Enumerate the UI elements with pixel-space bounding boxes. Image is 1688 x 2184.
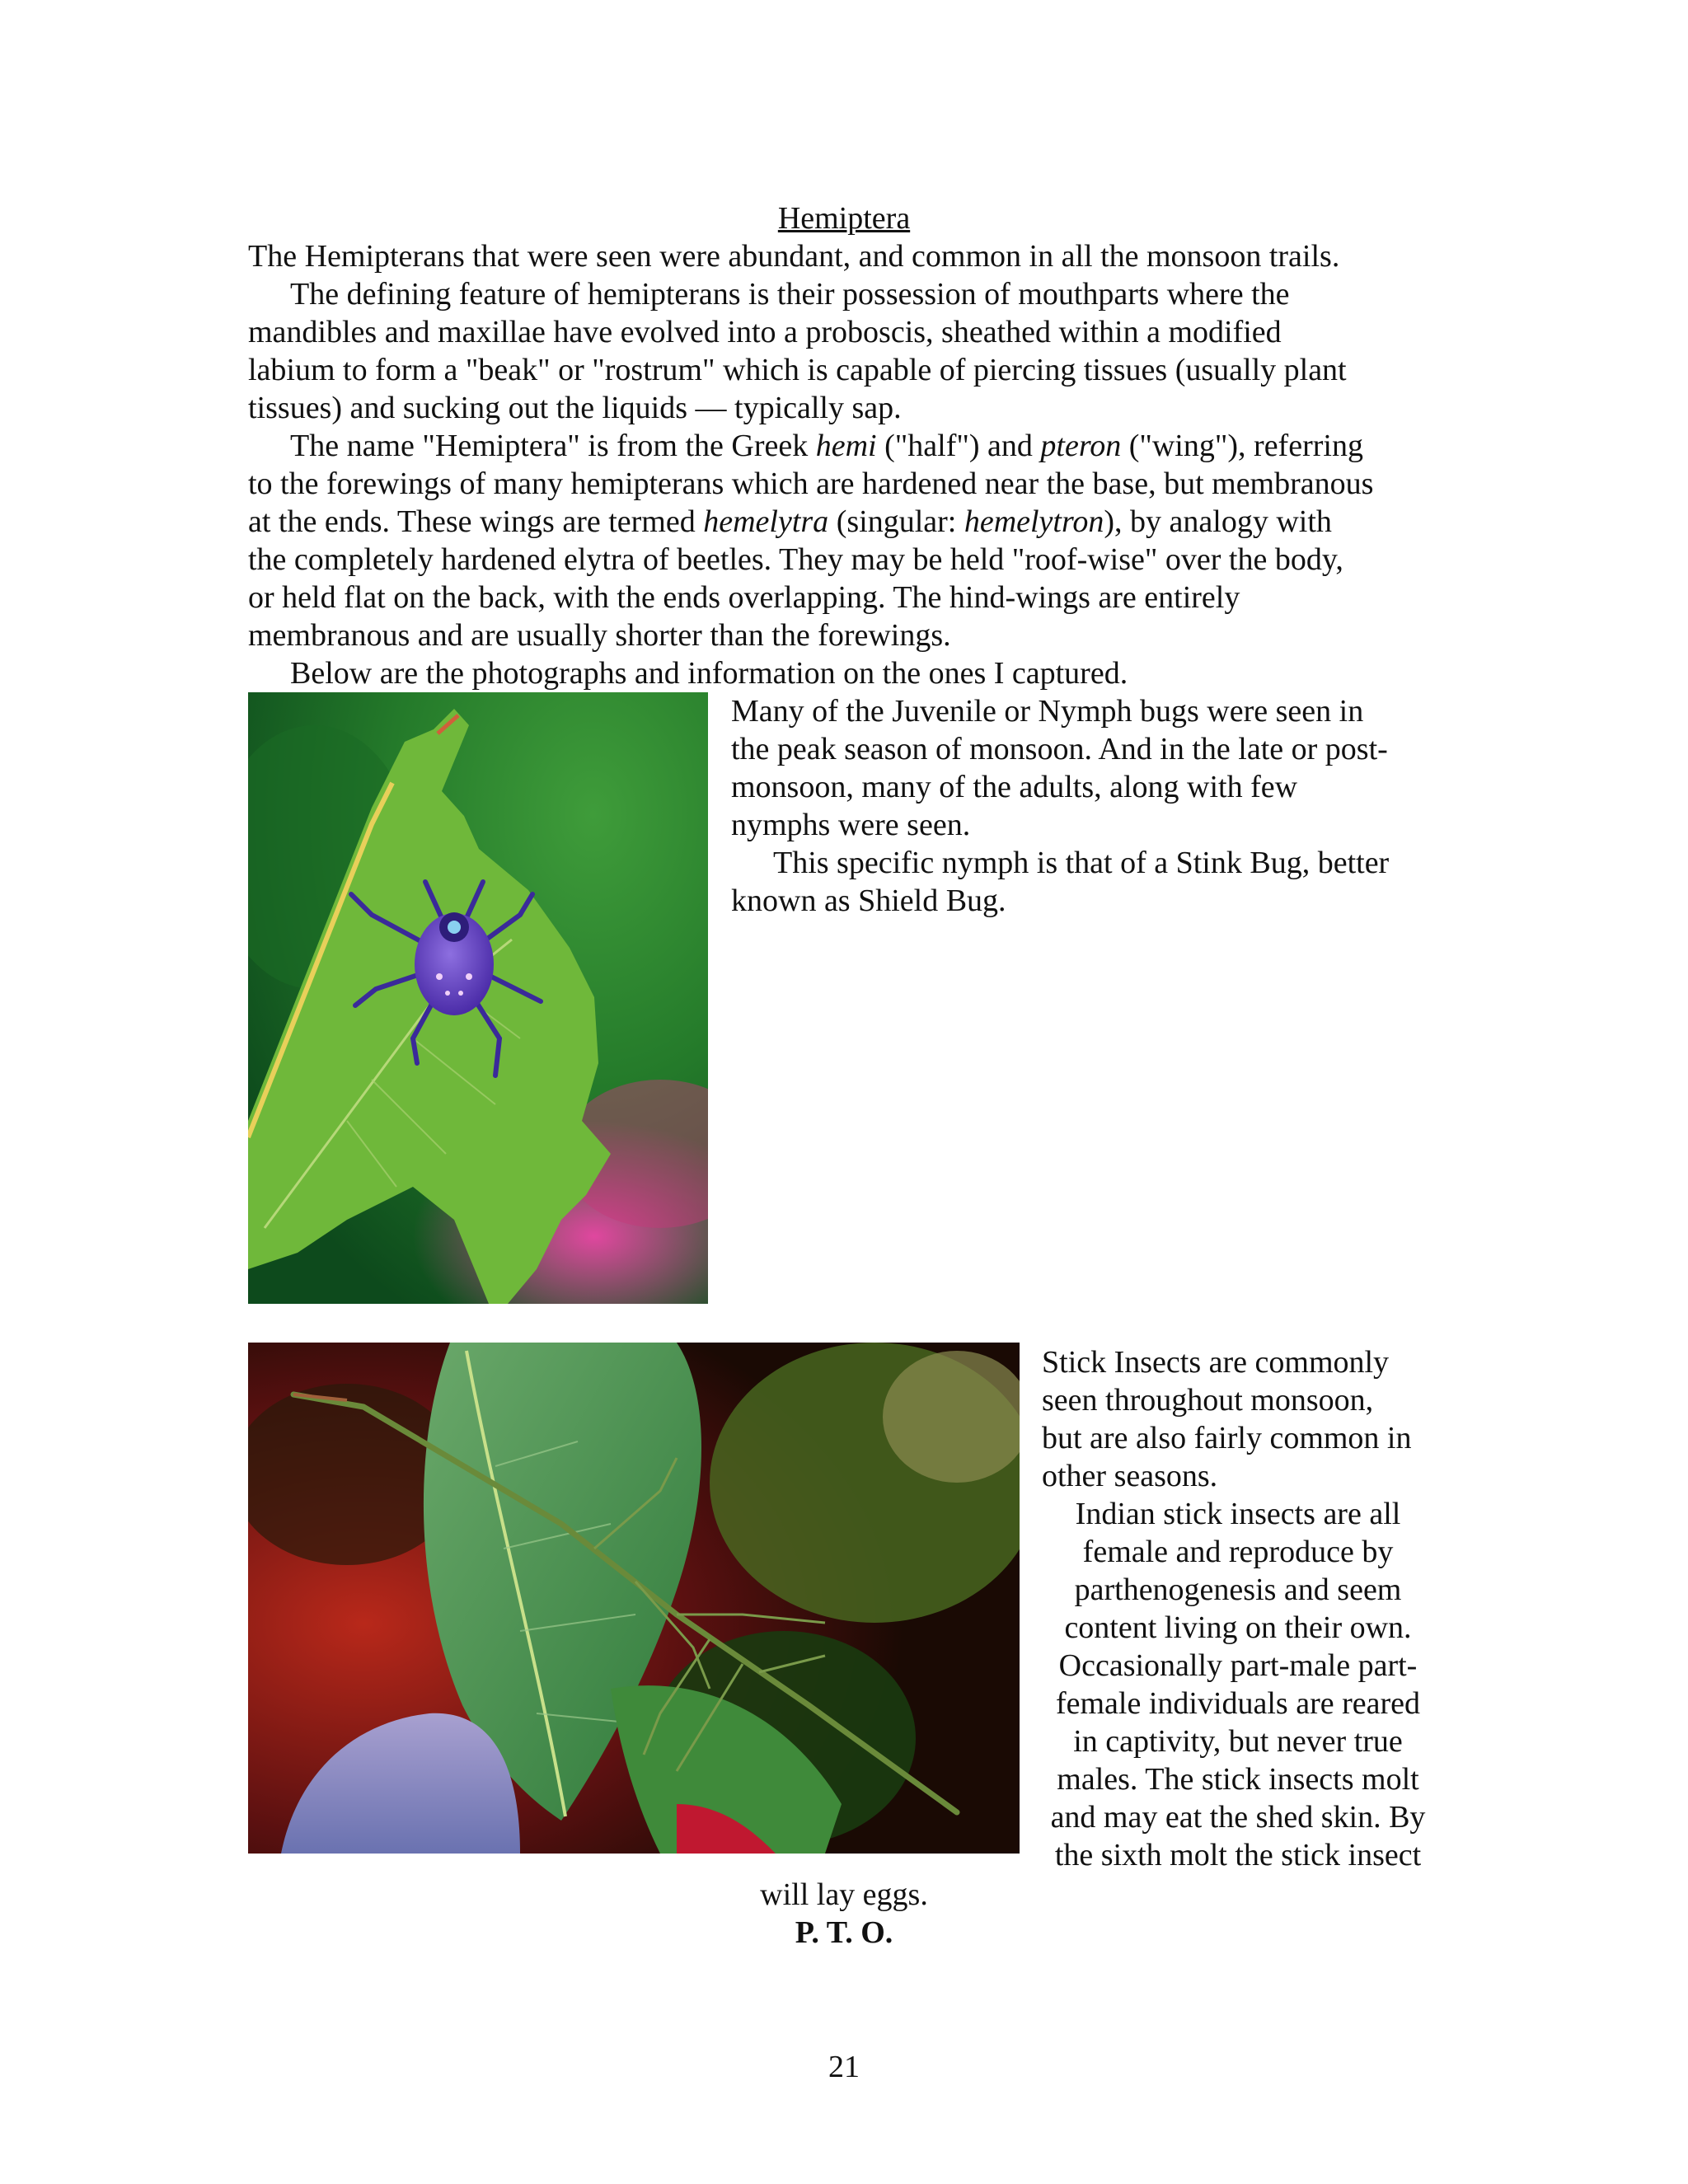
intro-text: The Hemipterans that were seen were abundant, and common in all the monsoon trails. xyxy=(248,239,1340,274)
greek-word-hemi: hemi xyxy=(815,429,877,463)
para1-line: tissues) and sucking out the liquids — typically sap. xyxy=(248,391,902,425)
nymph-text-line: Many of the Juvenile or Nymph bugs were seen in xyxy=(731,694,1364,729)
nymph-text-line: This specific nymph is that of a Stink Bug, better xyxy=(773,846,1390,880)
para1-line: labium to form a "beak" or "rostrum" which is capable of piercing tissues (usually plant xyxy=(248,353,1347,387)
term-hemelytron: hemelytron xyxy=(964,504,1104,539)
section-title: Hemiptera xyxy=(777,201,911,236)
greek-word-pteron: pteron xyxy=(1040,429,1122,463)
nymph-text-line: the peak season of monsoon. And in the late or post- xyxy=(731,732,1388,766)
stick-text-line: parthenogenesis and seem xyxy=(1074,1572,1402,1607)
nymph-text-line: monsoon, many of the adults, along with few xyxy=(731,770,1298,804)
stick-text-line: Indian stick insects are all xyxy=(1075,1497,1401,1531)
para2-text: at the ends. These wings are termed xyxy=(248,504,704,539)
pto-label: P. T. O. xyxy=(795,1915,893,1950)
stick-insect-photo xyxy=(248,1343,1020,1854)
para1-line: The defining feature of hemipterans is their possession of mouthparts where the xyxy=(290,277,1290,312)
stick-text-line: female individuals are reared xyxy=(1055,1686,1421,1721)
stick-text-line: Stick Insects are commonly xyxy=(1042,1345,1390,1380)
stick-text-line: and may eat the shed skin. By xyxy=(1050,1800,1426,1835)
continuation-text: will lay eggs. xyxy=(760,1877,928,1912)
para2-line: the completely hardened elytra of beetles. They may be held "roof-wise" over the body, xyxy=(248,542,1343,577)
stick-text-line: the sixth molt the stick insect xyxy=(1054,1838,1422,1872)
para2-text: ("wing"), referring xyxy=(1121,429,1363,463)
para2-text: The name "Hemiptera" is from the Greek xyxy=(290,429,816,463)
para2-line: or held flat on the back, with the ends overlapping. The hind-wings are entirely xyxy=(248,580,1240,615)
stick-text-line: content living on their own. xyxy=(1064,1610,1412,1645)
para3-text: Below are the photographs and information on the ones I captured. xyxy=(290,656,1128,691)
term-hemelytra: hemelytra xyxy=(703,504,829,539)
shield-bug-nymph-photo xyxy=(248,692,708,1304)
stick-text-line: in captivity, but never true xyxy=(1073,1724,1403,1759)
para2-text: ("half") and xyxy=(876,429,1041,463)
para2-line: to the forewings of many hemipterans which are hardened near the base, but membranous xyxy=(248,466,1374,501)
para2-line: membranous and are usually shorter than the forewings. xyxy=(248,618,951,653)
para2-line xyxy=(248,503,1332,541)
nymph-text-line: known as Shield Bug. xyxy=(731,883,1006,918)
para2-text: ), by analogy with xyxy=(1104,504,1332,539)
page-number: 21 xyxy=(828,2050,860,2084)
stick-text-line: other seasons. xyxy=(1042,1459,1218,1493)
stick-text-line: seen throughout monsoon, xyxy=(1042,1383,1374,1418)
stick-text-line: but are also fairly common in xyxy=(1042,1421,1412,1455)
nymph-text-line: nymphs were seen. xyxy=(731,808,971,842)
stick-text-line: males. The stick insects molt xyxy=(1057,1762,1419,1797)
stick-text-line: female and reproduce by xyxy=(1082,1535,1394,1569)
para1-line: mandibles and maxillae have evolved into a proboscis, sheathed within a modified xyxy=(248,315,1282,349)
stick-text-line: Occasionally part-male part- xyxy=(1058,1648,1418,1683)
para2-text: (singular: xyxy=(828,504,964,539)
para2-line xyxy=(290,427,1363,465)
